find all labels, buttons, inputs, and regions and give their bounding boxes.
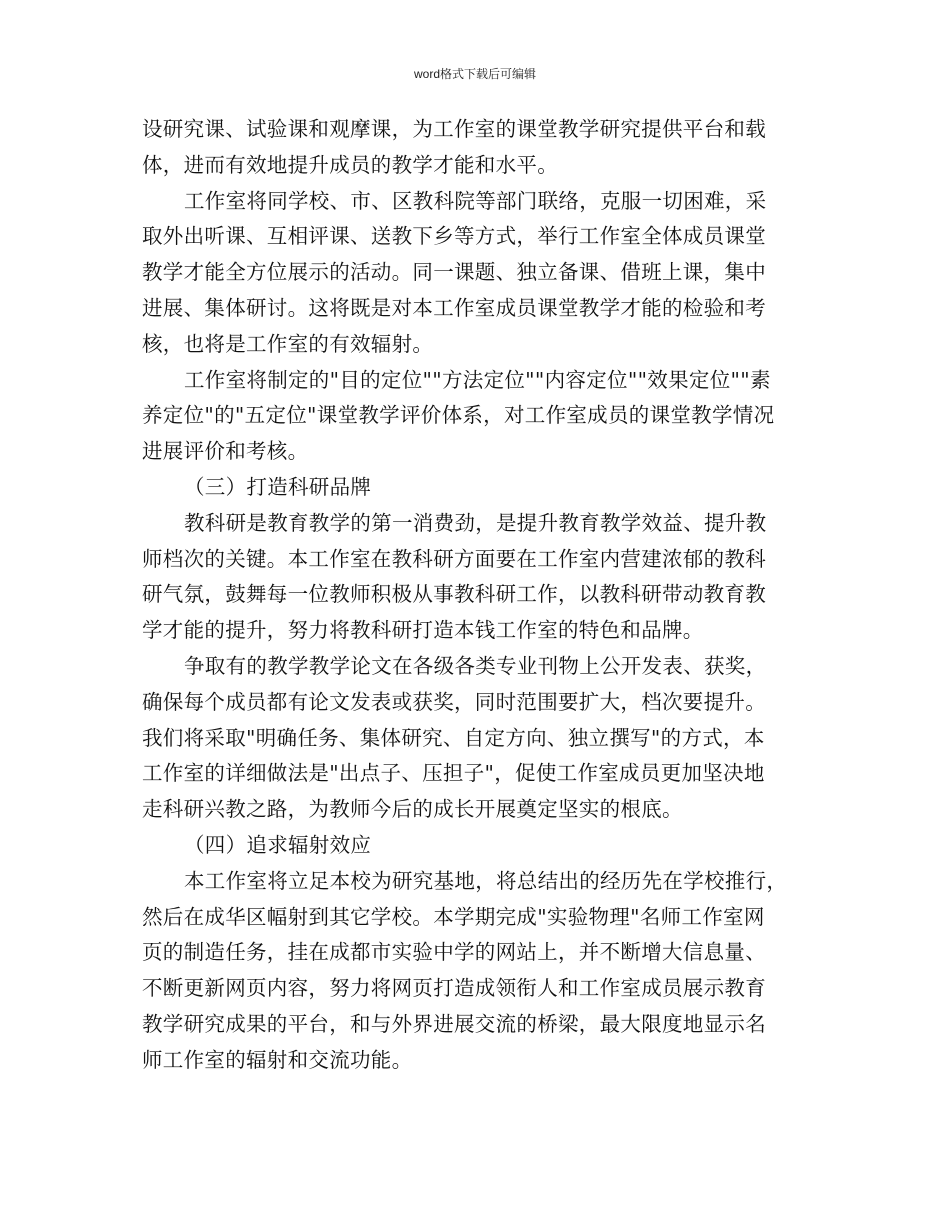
body-line: 教学才能全方位展示的活动。同一课题、独立备课、借班上课，集中 bbox=[142, 260, 766, 285]
body-line: 不断更新网页内容，努力将网页打造成领衔人和工作室成员展示教育 bbox=[142, 976, 766, 1001]
document-body bbox=[142, 112, 832, 1079]
paragraph-start-line: 工作室将同学校、市、区教科院等部门联络，克服一切困难，采 bbox=[184, 188, 767, 213]
paragraph-start-line: 工作室将制定的"目的定位""方法定位""内容定位""效果定位""素 bbox=[184, 367, 771, 392]
body-line: 进展评价和考核。 bbox=[142, 439, 309, 464]
body-line: 然后在成华区幅射到其它学校。本学期完成"实验物理"名师工作室网 bbox=[142, 904, 765, 929]
section-heading: （四）追求辐射效应 bbox=[184, 832, 372, 857]
paragraph-start-line: 本工作室将立足本校为研究基地，将总结出的经历先在学校推行， bbox=[184, 868, 788, 893]
body-line: 师档次的关键。本工作室在教科研方面要在工作室内营建浓郁的教科 bbox=[142, 546, 766, 571]
body-line: 我们将采取"明确任务、集体研究、自定方向、独立撰写"的方式，本 bbox=[142, 725, 765, 750]
body-line: 体，进而有效地提升成员的教学才能和水平。 bbox=[142, 152, 558, 177]
body-line: 取外出听课、互相评课、送教下乡等方式，举行工作室全体成员课堂 bbox=[142, 224, 766, 249]
paragraph-start-line: 教科研是教育教学的第一消费劲，是提升教育教学效益、提升教 bbox=[184, 510, 767, 535]
body-line: 师工作室的辐射和交流功能。 bbox=[142, 1047, 413, 1072]
body-line: 教学研究成果的平台，和与外界进展交流的桥梁，最大限度地显示名 bbox=[142, 1011, 766, 1036]
body-line: 进展、集体研讨。这将既是对本工作室成员课堂教学才能的检验和考 bbox=[142, 295, 766, 320]
body-line: 工作室的详细做法是"出点子、压担子"，促使工作室成员更加坚决地 bbox=[142, 761, 765, 786]
body-line: 养定位"的"五定位"课堂教学评价体系，对工作室成员的课堂教学情况 bbox=[142, 403, 775, 428]
paragraph-start-line: 争取有的教学教学论文在各级各类专业刊物上公开发表、获奖， bbox=[184, 653, 767, 678]
body-line: 走科研兴教之路，为教师今后的成长开展奠定坚实的根底。 bbox=[142, 797, 683, 822]
body-line: 确保每个成员都有论文发表或获奖，同时范围要扩大，档次要提升。 bbox=[142, 689, 766, 714]
body-line: 设研究课、试验课和观摩课，为工作室的课堂教学研究提供平台和载 bbox=[142, 117, 766, 141]
body-line: 学才能的提升，努力将教科研打造本钱工作室的特色和品牌。 bbox=[142, 618, 704, 643]
section-heading: （三）打造科研品牌 bbox=[184, 474, 372, 499]
body-line: 核，也将是工作室的有效辐射。 bbox=[142, 331, 434, 356]
body-line: 页的制造任务，挂在成都市实验中学的网站上，并不断增大信息量、 bbox=[142, 940, 766, 965]
page-header: word格式下载后可编辑 bbox=[413, 67, 536, 81]
body-line: 研气氛，鼓舞每一位教师积极从事教科研工作，以教科研带动教育教 bbox=[142, 582, 766, 607]
